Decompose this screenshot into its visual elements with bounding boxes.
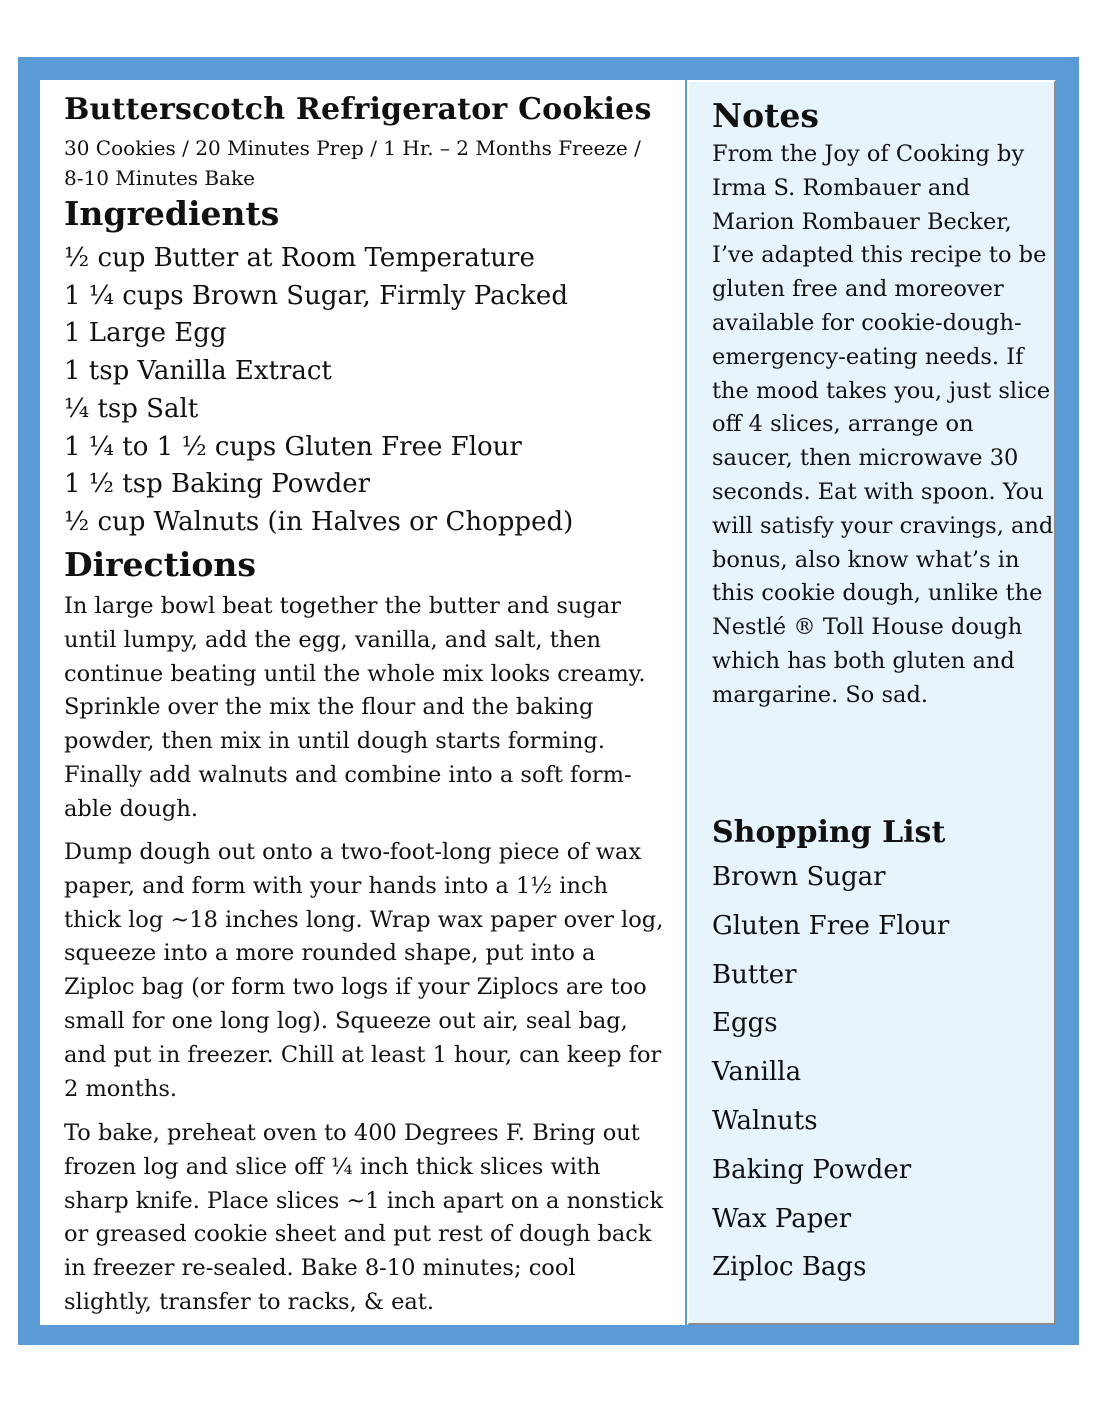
directions-paragraph-2: Dump dough out onto a two-foot-long piece of wax paper, and form with your hands into a 1½ inch thick log ~18 inches long. Wrap wax paper over log, squeeze into a more rounded shape, put into a Ziploc bag (or form two logs if your Ziplocs are too small for one long log). Squeeze out air, seal bag, and put in freezer. Chill at least 1 hour, can keep for 2 months.: [64, 839, 664, 1102]
shopping-list-heading: Shopping List: [712, 815, 946, 850]
shopping-list: [712, 853, 949, 1292]
directions-heading: Directions: [64, 545, 256, 584]
ingredient-item: ½ cup Walnuts (in Halves or Chopped): [64, 506, 574, 537]
ingredients-heading: Ingredients: [64, 194, 280, 233]
shopping-item: Wax Paper: [712, 1203, 852, 1234]
ingredient-item: ¼ tsp Salt: [64, 393, 199, 424]
ingredient-item: 1 ½ tsp Baking Powder: [64, 469, 371, 500]
shopping-item: Eggs: [712, 1008, 778, 1039]
recipe-title: Butterscotch Refrigerator Cookies: [64, 92, 652, 127]
shopping-item: Gluten Free Flour: [712, 910, 950, 941]
ingredient-item: 1 tsp Vanilla Extract: [64, 356, 332, 387]
directions-paragraph-1: In large bowl beat together the butter and sugar until lumpy, add the egg, vanilla, and salt, then continue beating until the whole mix looks creamy. Sprinkle over the mix the flour and the baking powder, then mix in until dough starts forming. Finally add walnuts and combine into a soft form-able dough.: [64, 593, 646, 822]
ingredient-item: 1 Large Egg: [64, 318, 227, 349]
shopping-item: Brown Sugar: [712, 862, 886, 892]
shopping-item: Ziploc Bags: [712, 1252, 867, 1283]
directions-paragraph-3: To bake, preheat oven to 400 Degrees F. Bring out frozen log and slice off ¼ inch thick slices with sharp knife. Place slices ~1 inch apart on a nonstick or greased cookie sheet and put rest of dough back in freezer re-sealed. Bake 8-10 minutes; cool slightly, transfer to racks, & eat.: [64, 1120, 664, 1315]
shopping-item: Vanilla: [712, 1057, 802, 1088]
notes-body: From the Joy of Cooking by Irma S. Rombauer and Marion Rombauer Becker, I’ve adapted this recipe to be gluten free and moreover available for cookie-dough-emergency-eating needs. If the mood takes you, just slice off 4 slices, arrange on saucer, then microwave 30 seconds. Eat with spoon. You will satisfy your cravings, and bonus, also know what’s in this cookie dough, unlike the Nestlé ® Toll House dough which has both gluten and margarine. So sad.: [712, 141, 1054, 708]
ingredient-item: 1 ¼ to 1 ½ cups Gluten Free Flour: [64, 431, 522, 462]
notes-heading: Notes: [712, 96, 819, 135]
recipe-meta: 30 Cookies / 20 Minutes Prep / 1 Hr. – 2 Months Freeze / 8-10 Minutes Bake: [64, 136, 641, 190]
shopping-item: Baking Powder: [712, 1154, 912, 1185]
ingredient-item: ½ cup Butter at Room Temperature: [64, 243, 535, 273]
shopping-item: Walnuts: [712, 1105, 818, 1136]
ingredient-item: 1 ¼ cups Brown Sugar, Firmly Packed: [64, 280, 568, 311]
shopping-item: Butter: [712, 959, 797, 990]
ingredients-list: [64, 240, 573, 542]
